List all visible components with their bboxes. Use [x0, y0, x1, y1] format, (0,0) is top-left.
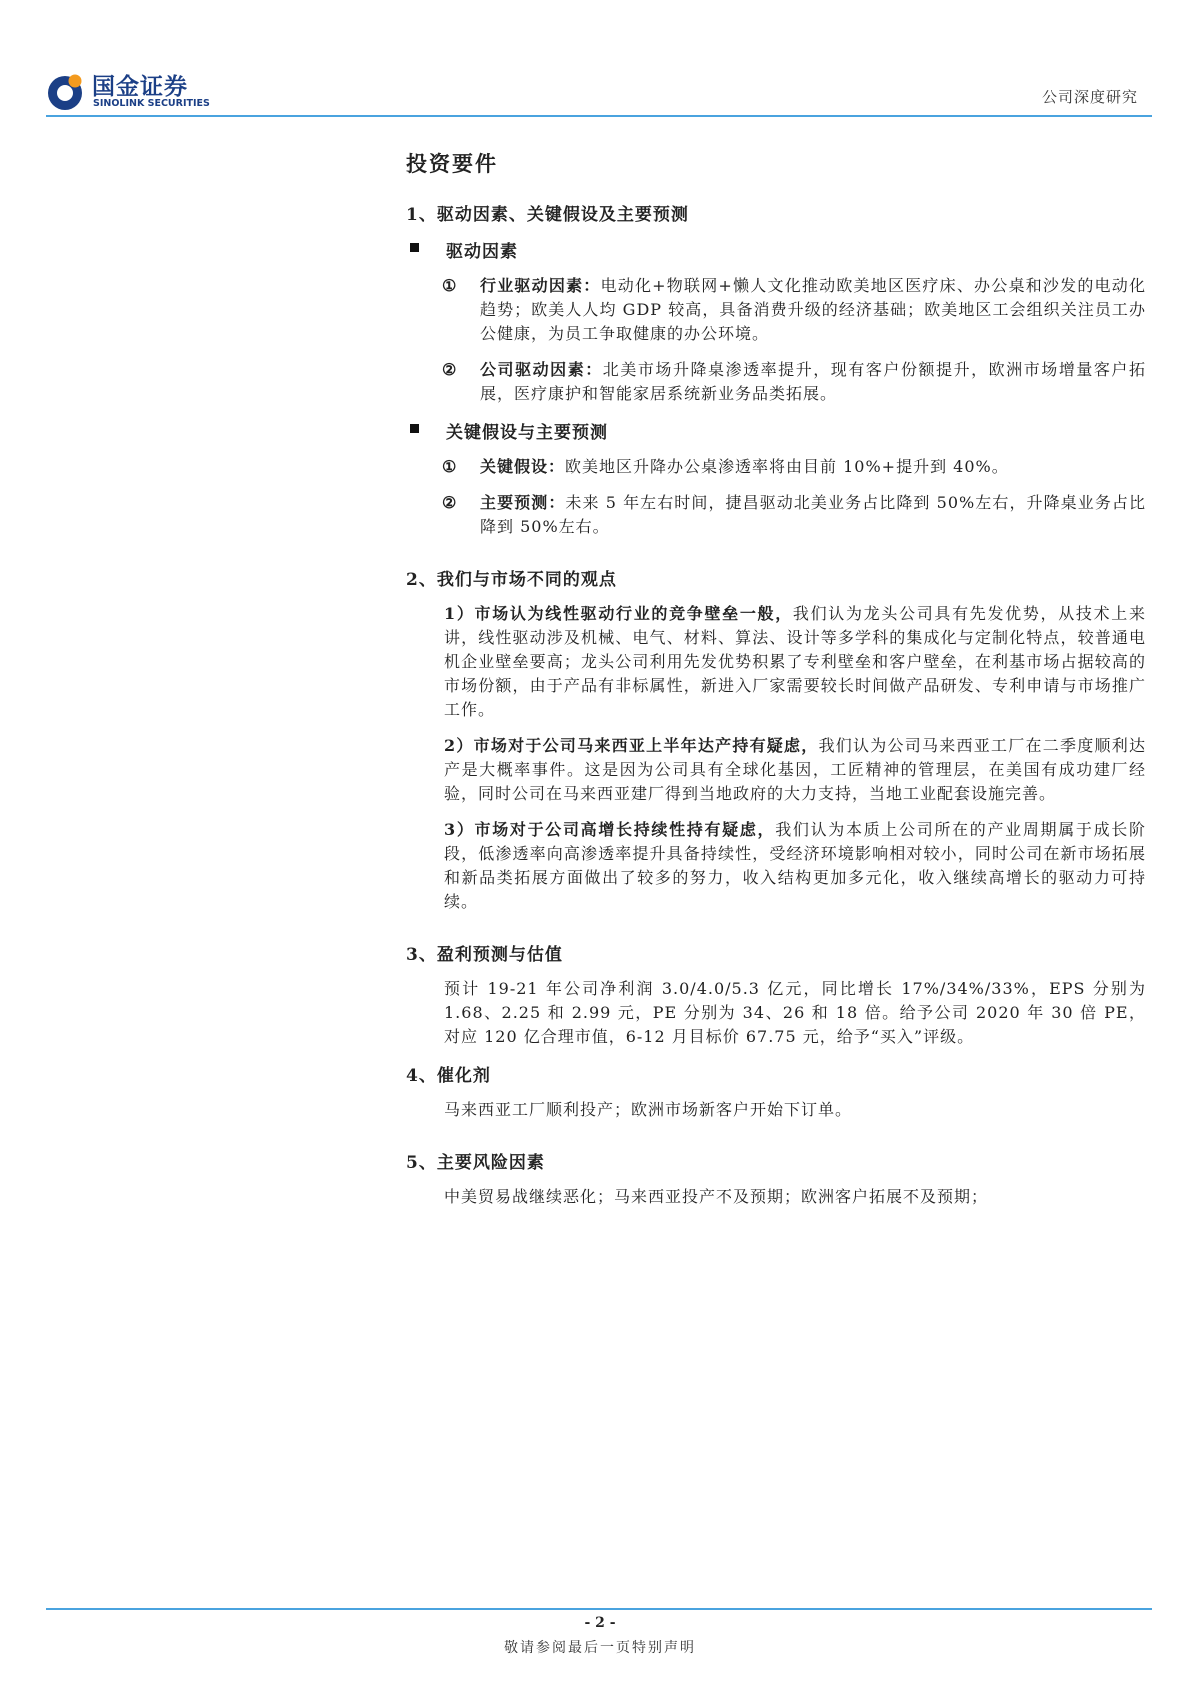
item-lead: 行业驱动因素： [480, 276, 601, 295]
section-heading-5: 5、主要风险因素 [406, 1153, 545, 1173]
company-logo [46, 68, 221, 114]
section-heading-4: 4、催化剂 [406, 1066, 491, 1086]
footer-divider [46, 1608, 1152, 1610]
item-text: 北美市场升降桌渗透率提升，现有客户份额提升，欧洲市场增量客户拓展，医疗康护和智能家居系统新业务品类拓展。 [480, 360, 1146, 403]
sinolink-logo-icon [46, 72, 86, 112]
bullet-drivers: 驱动因素 [406, 237, 1146, 262]
item-text: 电动化+物联网+懒人文化推动欧美地区医疗床、办公桌和沙发的电动化趋势；欧美人人均 GDP 较高，具备消费升级的经济基础；欧美地区工会组织关注员工办公健康，为员工争取健康的办公环境。 [480, 276, 1146, 343]
paragraph-lead: 3）市场对于公司高增长持续性持有疑虑， [444, 820, 776, 839]
paragraph-lead: 1）市场认为线性驱动行业的竞争壁垒一般， [444, 604, 793, 623]
section-heading-3: 3、盈利预测与估值 [406, 945, 563, 965]
disclaimer-note: 敬请参阅最后一页特别声明 [504, 1640, 696, 1656]
item-lead: 主要预测： [480, 493, 566, 512]
item-lead: 关键假设： [480, 457, 566, 476]
section-heading-2: 2、我们与市场不同的观点 [406, 570, 617, 590]
page-title: 投资要件 [406, 151, 498, 176]
section-heading-1: 1、驱动因素、关键假设及主要预测 [406, 205, 689, 225]
paragraph-text: 我们认为公司马来西亚工厂在二季度顺利达产是大概率事件。这是因为公司具有全球化基因，工匠精神的管理层，在美国有成功建厂经验，同时公司在马来西亚建厂得到当地政府的大力支持，当地工业配套设施完善。 [444, 736, 1146, 803]
viewpoint-paragraph-2 [406, 734, 1146, 806]
viewpoint-paragraph-1 [406, 602, 1146, 722]
risk-paragraph: 中美贸易战继续恶化；马来西亚投产不及预期；欧洲客户拓展不及预期； [444, 1187, 989, 1206]
item-marker: ② [442, 360, 458, 379]
list-item-main-forecast [406, 491, 1146, 539]
paragraph-text: 我们认为本质上公司所在的产业周期属于成长阶段，低渗透率向高渗透率提升具备持续性，受经济环境影响相对较小，同时公司在新市场拓展和新品类拓展方面做出了较多的努力，收入结构更加多元化，收入继续高增长的驱动力可持续。 [444, 820, 1146, 911]
paragraph-text: 我们认为龙头公司具有先发优势，从技术上来讲，线性驱动涉及机械、电气、材料、算法、设计等多学科的集成化与定制化特点，较普通电机企业壁垒要高；龙头公司利用先发优势积累了专利壁垒和客户壁垒，在利基市场占据较高的市场份额，由于产品有非标属性，新进入厂家需要较长时间做产品研发、专利申请与市场推广工作。 [444, 604, 1146, 719]
bullet-assumptions: 关键假设与主要预测 [406, 418, 1146, 443]
catalyst-paragraph: 马来西亚工厂顺利投产；欧洲市场新客户开始下订单。 [444, 1100, 853, 1119]
list-item-key-assumption [406, 455, 1146, 479]
item-marker: ② [442, 493, 458, 512]
item-lead: 公司驱动因素： [480, 360, 603, 379]
report-type: 公司深度研究 [1041, 88, 1138, 106]
forecast-paragraph: 预计 19-21 年公司净利润 3.0/4.0/5.3 亿元，同比增长 17%/34%/33%，EPS 分别为 1.68、2.25 和 2.99 元，PE 分别为 34、26 和 18 倍。给予公司 2020 年 30 倍 PE，对应 120 亿合理市值，6-12 月目标价 67.75 元，给予“买入”评级。 [444, 979, 1146, 1046]
list-item-industry-drivers [406, 274, 1146, 346]
item-marker: ① [442, 457, 458, 476]
header-divider [46, 115, 1152, 117]
main-content [406, 148, 1146, 1221]
page-number: - 2 - [584, 1615, 616, 1631]
item-text: 未来 5 年左右时间，捷昌驱动北美业务占比降到 50%左右，升降桌业务占比降到 50%左右。 [480, 493, 1146, 536]
list-item-company-drivers [406, 358, 1146, 406]
viewpoint-paragraph-3 [406, 818, 1146, 914]
page-header [46, 68, 1152, 118]
item-marker: ① [442, 276, 458, 295]
logo-chinese-name: 国金证券 [92, 74, 188, 100]
paragraph-lead: 2）市场对于公司马来西亚上半年达产持有疑虑， [444, 736, 819, 755]
item-text: 欧美地区升降办公桌渗透率将由目前 10%+提升到 40%。 [565, 457, 1009, 476]
logo-english-name: SINOLINK SECURITIES [93, 98, 210, 109]
